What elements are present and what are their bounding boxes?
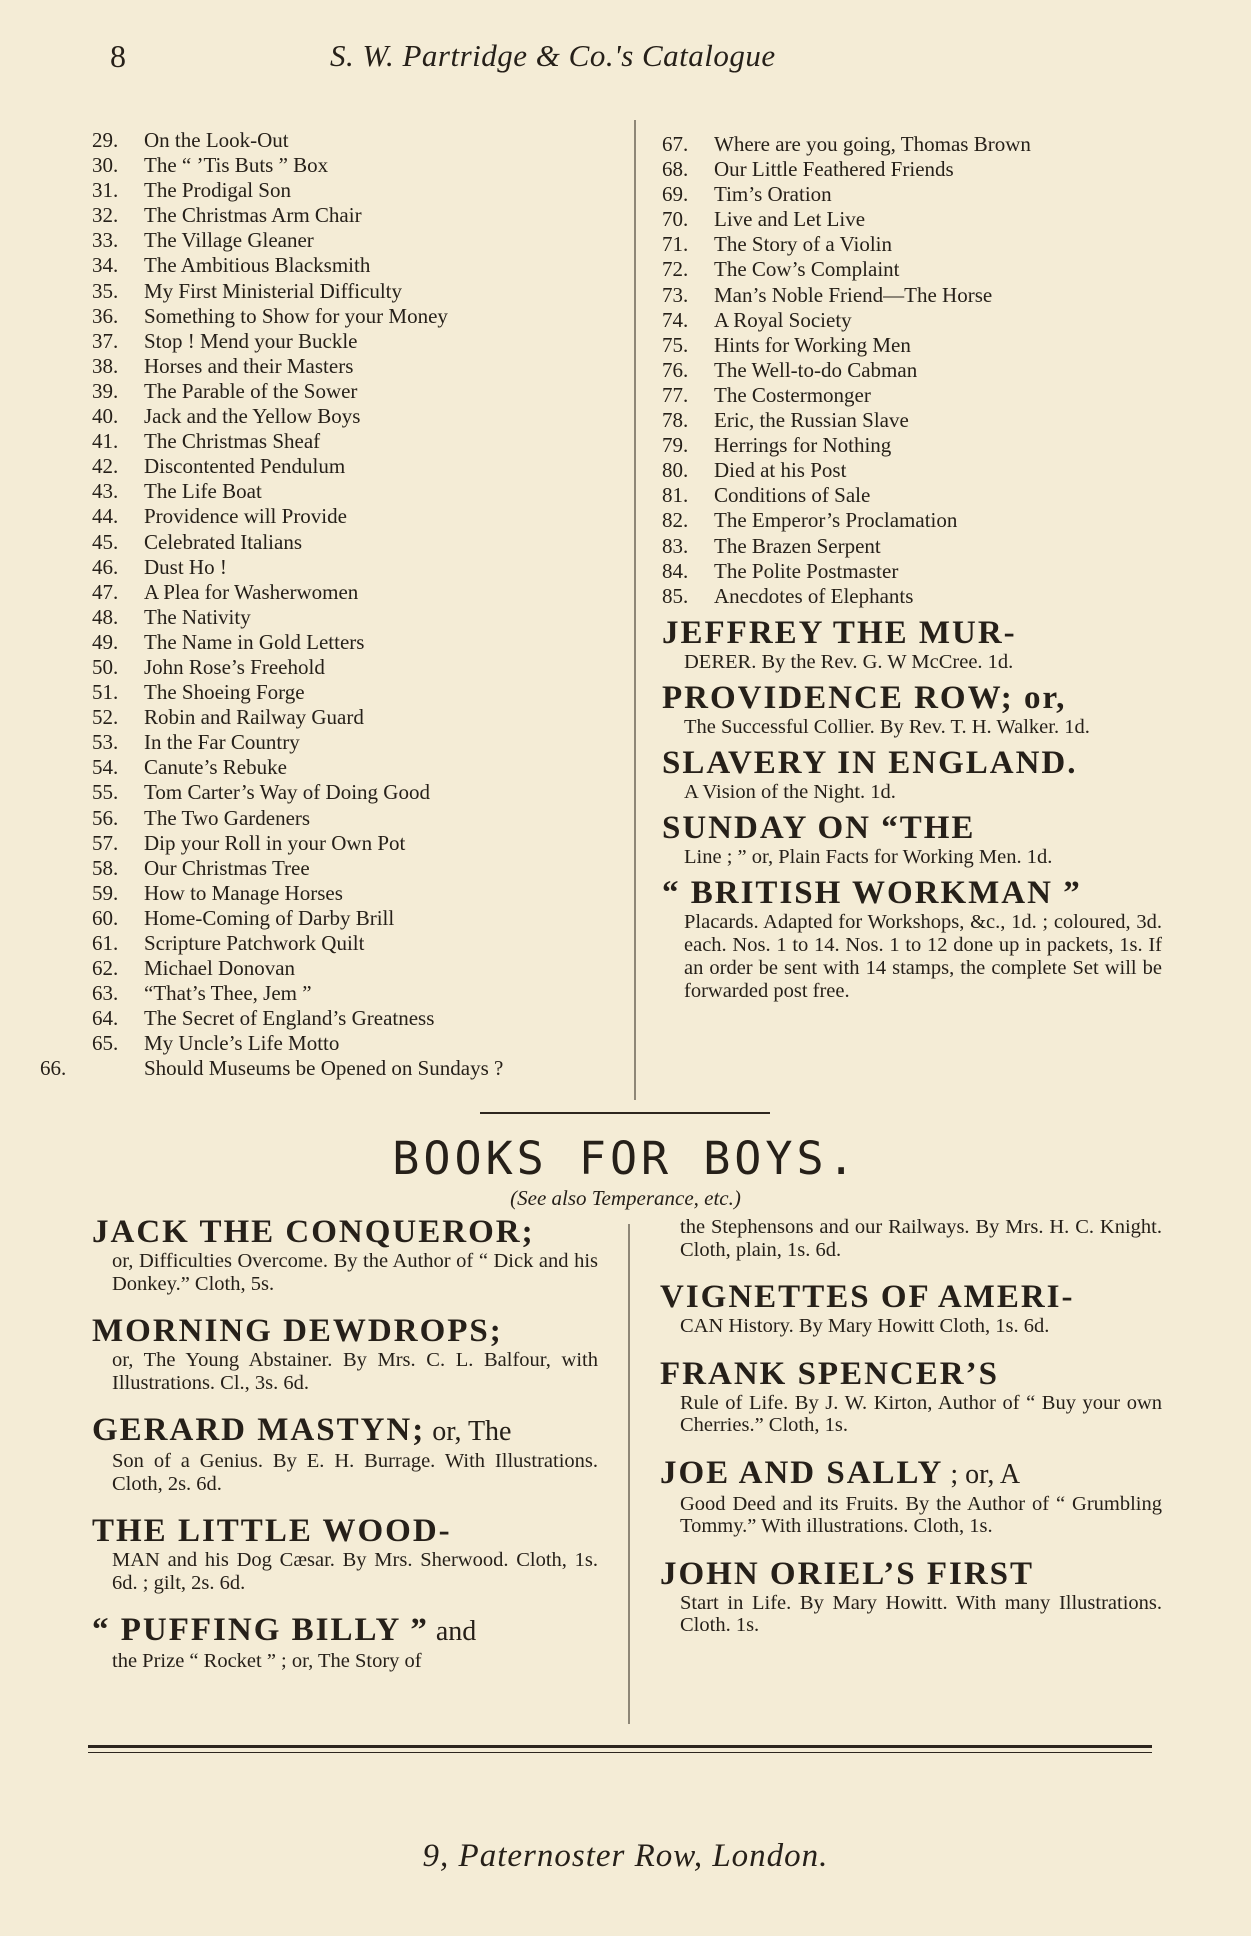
book-title-text: JACK THE CONQUEROR; bbox=[92, 1214, 535, 1250]
entry-title: The Christmas Arm Chair bbox=[144, 203, 362, 228]
entry-title: Our Christmas Tree bbox=[144, 855, 310, 880]
entry-number: 34. bbox=[92, 253, 119, 278]
book-title-text: GERARD MASTYN; bbox=[92, 1412, 426, 1448]
book-description: Rule of Life. By J. W. Kirton, Author of “ Buy your own Cherries.” Cloth, 1s. bbox=[680, 1391, 1162, 1436]
entry-number: 61. bbox=[92, 931, 119, 955]
entry-title: Dip your Roll in your Own Pot bbox=[144, 830, 406, 855]
entry-number: 76. bbox=[662, 357, 689, 382]
books-column-left bbox=[92, 1214, 598, 1691]
catalogue-entry bbox=[92, 580, 602, 605]
entry-title: The Prodigal Son bbox=[144, 178, 291, 203]
entry-number: 84. bbox=[662, 558, 689, 583]
book-title bbox=[92, 1513, 598, 1549]
section-title: BOOKS FOR BOYS. bbox=[392, 1132, 859, 1185]
entry-title: Should Museums be Opened on Sundays ? bbox=[144, 1056, 504, 1081]
entry-number: 85. bbox=[662, 583, 689, 608]
book-title bbox=[92, 1612, 598, 1650]
book-entry bbox=[660, 1556, 1162, 1637]
entry-title: The Brazen Serpent bbox=[714, 533, 881, 558]
footer-rule-thin bbox=[88, 1752, 1152, 1753]
book-title-text: FRANK SPENCER’S bbox=[660, 1355, 999, 1392]
catalogue-entry bbox=[92, 479, 602, 504]
entry-number: 79. bbox=[662, 433, 689, 458]
catalogue-entry bbox=[92, 906, 602, 931]
book-title-text: THE LITTLE WOOD- bbox=[92, 1513, 452, 1549]
entry-title: My Uncle’s Life Motto bbox=[144, 1031, 340, 1056]
entry-title: On the Look-Out bbox=[144, 128, 289, 152]
entry-title: Michael Donovan bbox=[144, 956, 296, 981]
entry-number: 37. bbox=[92, 328, 119, 353]
entry-number: 78. bbox=[662, 408, 689, 433]
catalogue-entry bbox=[662, 559, 1162, 584]
entry-number: 60. bbox=[92, 905, 119, 930]
catalogue-entry bbox=[92, 304, 602, 329]
catalogue-entry bbox=[40, 1056, 602, 1081]
entry-title: The Parable of the Sower bbox=[144, 378, 358, 403]
book-title-text: MORNING DEWDROPS; bbox=[92, 1313, 503, 1349]
entry-number: 57. bbox=[92, 830, 119, 855]
catalogue-entry bbox=[92, 655, 602, 680]
advert-description: Line ; ” or, Plain Facts for Working Men. 1d. bbox=[684, 845, 1053, 868]
book-title bbox=[660, 1279, 1162, 1315]
advert-heading: SUNDAY ON “THE bbox=[662, 809, 976, 846]
book-title bbox=[92, 1313, 598, 1349]
catalogue-entry bbox=[92, 454, 602, 479]
entry-title: The Cow’s Complaint bbox=[714, 257, 900, 282]
entry-number: 73. bbox=[662, 282, 689, 307]
entry-title: Stop ! Mend your Buckle bbox=[144, 328, 358, 353]
book-title-text: VIGNETTES OF AMERI- bbox=[660, 1279, 1075, 1315]
entry-title: The Village Gleaner bbox=[144, 228, 314, 253]
catalogue-entry bbox=[92, 931, 602, 956]
book-title bbox=[92, 1214, 598, 1250]
book-title bbox=[660, 1356, 1162, 1392]
catalogue-entry bbox=[92, 329, 602, 354]
entry-number: 56. bbox=[92, 805, 119, 830]
book-description: or, Difficulties Overcome. By the Author of “ Dick and his Donkey.” Cloth, 5s. bbox=[112, 1250, 598, 1295]
entry-title: Home-Coming of Darby Brill bbox=[144, 905, 395, 930]
entry-title: The Emperor’s Proclamation bbox=[714, 508, 958, 533]
entry-number: 42. bbox=[92, 454, 119, 479]
catalogue-entry bbox=[92, 831, 602, 856]
entry-title: Robin and Railway Guard bbox=[144, 705, 364, 730]
catalogue-entry bbox=[92, 404, 602, 429]
catalogue-entry bbox=[92, 680, 602, 705]
catalogue-entry bbox=[92, 429, 602, 454]
book-entry bbox=[660, 1279, 1162, 1338]
entry-number: 54. bbox=[92, 755, 119, 780]
catalogue-entry bbox=[662, 433, 1162, 458]
book-description: Good Deed and its Fruits. By the Author of “ Grumbling Tommy.” With illustrations. Cloth, 1s. bbox=[680, 1492, 1162, 1537]
entry-title: John Rose’s Freehold bbox=[144, 654, 325, 679]
book-entry bbox=[92, 1214, 598, 1295]
numbered-list-right bbox=[662, 132, 1162, 1003]
entry-number: 82. bbox=[662, 508, 689, 533]
advert-description: A Vision of the Night. 1d. bbox=[684, 780, 896, 803]
advert-heading: PROVIDENCE ROW; or, bbox=[662, 679, 1067, 716]
book-entry bbox=[660, 1356, 1162, 1437]
page-number: 8 bbox=[110, 38, 126, 74]
entry-number: 63. bbox=[92, 981, 119, 1006]
entry-number: 71. bbox=[662, 232, 689, 257]
catalogue-entry bbox=[662, 534, 1162, 559]
column-divider-bottom bbox=[628, 1224, 630, 1724]
entry-number: 53. bbox=[92, 730, 119, 755]
advert-description: DERER. By the Rev. G. W McCree. 1d. bbox=[684, 650, 1014, 673]
catalogue-entry bbox=[92, 605, 602, 630]
entry-number: 52. bbox=[92, 705, 119, 730]
book-description: CAN History. By Mary Howitt Cloth, 1s. 6d. bbox=[680, 1315, 1050, 1337]
catalogue-entry bbox=[662, 358, 1162, 383]
book-title bbox=[660, 1556, 1162, 1592]
entry-title: Scripture Patchwork Quilt bbox=[144, 931, 365, 955]
advert-heading: “ BRITISH WORKMAN ” bbox=[662, 874, 1082, 911]
book-description: the Stephensons and our Railways. By Mrs. H. C. Knight. Cloth, plain, 1s. 6d. bbox=[680, 1216, 1162, 1261]
catalogue-entry bbox=[662, 483, 1162, 508]
entry-number: 50. bbox=[92, 654, 119, 679]
catalogue-entry bbox=[662, 132, 1162, 157]
footer-rule-thick bbox=[88, 1745, 1152, 1748]
entry-number: 75. bbox=[662, 332, 689, 357]
book-title-tail: ; or, A bbox=[943, 1458, 1021, 1490]
catalogue-entry bbox=[92, 555, 602, 580]
catalogue-entry bbox=[662, 458, 1162, 483]
catalogue-entry bbox=[92, 530, 602, 555]
entry-number: 39. bbox=[92, 378, 119, 403]
entry-title: Herrings for Nothing bbox=[714, 433, 892, 458]
catalogue-entry bbox=[92, 981, 602, 1006]
entry-number: 58. bbox=[92, 855, 119, 880]
book-description: Son of a Genius. By E. H. Burrage. With Illustrations. Cloth, 2s. 6d. bbox=[112, 1450, 598, 1495]
book-entry bbox=[92, 1313, 598, 1394]
entry-number: 43. bbox=[92, 479, 119, 504]
entry-number: 64. bbox=[92, 1006, 119, 1031]
advert-description: The Successful Collier. By Rev. T. H. Walker. 1d. bbox=[684, 715, 1090, 738]
entry-title: Canute’s Rebuke bbox=[144, 755, 287, 780]
catalogue-entry bbox=[92, 379, 602, 404]
entry-title: The Well-to-do Cabman bbox=[714, 357, 918, 382]
publisher-address: 9, Paternoster Row, London. bbox=[422, 1838, 829, 1874]
entry-title: A Royal Society bbox=[714, 307, 852, 332]
running-title: S. W. Partridge & Co.'s Catalogue bbox=[330, 38, 776, 73]
entry-number: 33. bbox=[92, 228, 119, 253]
advert-heading: SLAVERY IN ENGLAND. bbox=[662, 744, 1078, 781]
catalogue-entry bbox=[92, 1031, 602, 1056]
entry-title: The Two Gardeners bbox=[144, 805, 311, 830]
advert-description: Placards. Adapted for Workshops, &c., 1d. ; coloured, 3d. each. Nos. 1 to 14. Nos. 1 to 12 done up in packets, 1s. If an order be sent with 14 stamps, the complete Set will be forwarded post free. bbox=[684, 910, 1162, 1002]
book-title bbox=[92, 1412, 598, 1450]
entry-title: Anecdotes of Elephants bbox=[714, 583, 914, 608]
catalogue-entry bbox=[92, 128, 602, 153]
advert-entry bbox=[662, 680, 1162, 739]
catalogue-entry bbox=[92, 806, 602, 831]
entry-number: 65. bbox=[92, 1031, 119, 1056]
entry-title: Where are you going, Thomas Brown bbox=[714, 132, 1031, 156]
entry-number: 80. bbox=[662, 458, 689, 483]
catalogue-entry bbox=[92, 504, 602, 529]
book-description: the Prize “ Rocket ” ; or, The Story of bbox=[112, 1650, 422, 1672]
entry-title: The Costermonger bbox=[714, 382, 871, 407]
book-title-tail: or, The bbox=[425, 1416, 512, 1447]
entry-number: 30. bbox=[92, 153, 119, 178]
entry-number: 47. bbox=[92, 579, 119, 604]
entry-number: 62. bbox=[92, 956, 119, 981]
book-entry bbox=[660, 1455, 1162, 1538]
entry-title: The Ambitious Blacksmith bbox=[144, 253, 371, 278]
entry-title: Died at his Post bbox=[714, 458, 847, 483]
entry-title: The Nativity bbox=[144, 604, 251, 629]
book-description: MAN and his Dog Cæsar. By Mrs. Sherwood. Cloth, 1s. 6d. ; gilt, 2s. 6d. bbox=[112, 1549, 598, 1594]
entry-title: Man’s Noble Friend—The Horse bbox=[714, 282, 993, 307]
book-entry bbox=[92, 1412, 598, 1495]
catalogue-entry bbox=[92, 780, 602, 805]
book-description: Start in Life. By Mary Howitt. With many Illustrations. Cloth. 1s. bbox=[680, 1591, 1162, 1636]
entry-number: 40. bbox=[92, 404, 119, 429]
book-description: or, The Young Abstainer. By Mrs. C. L. Balfour, with Illustrations. Cl., 3s. 6d. bbox=[112, 1349, 598, 1394]
entry-title: Our Little Feathered Friends bbox=[714, 157, 954, 182]
entry-title: The Polite Postmaster bbox=[714, 558, 899, 583]
catalogue-entry bbox=[662, 157, 1162, 182]
book-title bbox=[660, 1455, 1162, 1493]
entry-number: 48. bbox=[92, 604, 119, 629]
entry-number: 66. bbox=[40, 1056, 67, 1081]
catalogue-entry bbox=[92, 881, 602, 906]
column-divider-top bbox=[634, 120, 636, 1100]
entry-number: 49. bbox=[92, 629, 119, 654]
entry-number: 70. bbox=[662, 207, 689, 232]
entry-number: 59. bbox=[92, 880, 119, 905]
catalogue-entry bbox=[92, 253, 602, 278]
entry-number: 81. bbox=[662, 483, 689, 508]
entry-title: Celebrated Italians bbox=[144, 529, 303, 554]
entry-title: Something to Show for your Money bbox=[144, 303, 448, 328]
entry-number: 35. bbox=[92, 278, 119, 303]
entry-number: 41. bbox=[92, 429, 119, 454]
entry-number: 77. bbox=[662, 382, 689, 407]
entry-title: The Secret of England’s Greatness bbox=[144, 1006, 435, 1031]
catalogue-entry bbox=[662, 283, 1162, 308]
catalogue-entry bbox=[92, 956, 602, 981]
entry-title: The Life Boat bbox=[144, 479, 262, 504]
catalogue-entry bbox=[92, 279, 602, 304]
catalogue-entry bbox=[92, 1006, 602, 1031]
catalogue-entry bbox=[92, 755, 602, 780]
entry-title: The Shoeing Forge bbox=[144, 680, 305, 705]
advert-entry bbox=[662, 745, 1162, 804]
catalogue-entry bbox=[662, 182, 1162, 207]
entry-number: 32. bbox=[92, 203, 119, 228]
book-title-tail: and bbox=[428, 1616, 477, 1647]
numbered-list-left bbox=[40, 128, 602, 1082]
entry-title: Live and Let Live bbox=[714, 207, 866, 232]
entry-title: “That’s Thee, Jem ” bbox=[144, 981, 312, 1006]
entry-title: Hints for Working Men bbox=[714, 332, 911, 357]
entry-title: Discontented Pendulum bbox=[144, 454, 346, 479]
entry-title: Horses and their Masters bbox=[144, 353, 354, 378]
entry-title: Eric, the Russian Slave bbox=[714, 408, 909, 433]
catalogue-entry bbox=[662, 383, 1162, 408]
entry-title: Providence will Provide bbox=[144, 504, 347, 529]
entry-title: The Name in Gold Letters bbox=[144, 629, 365, 654]
books-column-right bbox=[660, 1216, 1162, 1655]
catalogue-entry bbox=[662, 207, 1162, 232]
catalogue-entry bbox=[662, 308, 1162, 333]
page-header bbox=[0, 38, 1251, 82]
entry-number: 68. bbox=[662, 157, 689, 182]
advert-entry bbox=[662, 615, 1162, 674]
book-entry bbox=[660, 1216, 1162, 1261]
entry-number: 72. bbox=[662, 257, 689, 282]
entry-title: The Christmas Sheaf bbox=[144, 429, 321, 454]
entry-number: 67. bbox=[662, 132, 689, 156]
catalogue-entry bbox=[662, 257, 1162, 282]
advert-heading: JEFFREY THE MUR- bbox=[662, 614, 1017, 651]
entry-title: Conditions of Sale bbox=[714, 483, 871, 508]
entry-number: 29. bbox=[92, 128, 119, 152]
entry-title: Tom Carter’s Way of Doing Good bbox=[144, 780, 430, 805]
catalogue-entry bbox=[92, 203, 602, 228]
entry-title: The Story of a Violin bbox=[714, 232, 892, 257]
entry-number: 38. bbox=[92, 353, 119, 378]
catalogue-entry bbox=[92, 228, 602, 253]
catalogue-entry bbox=[92, 856, 602, 881]
entry-title: The “ ’Tis Buts ” Box bbox=[144, 153, 329, 178]
entry-number: 55. bbox=[92, 780, 119, 805]
entry-title: Tim’s Oration bbox=[714, 182, 832, 207]
catalogue-entry bbox=[662, 333, 1162, 358]
book-title-text: JOHN ORIEL’S FIRST bbox=[660, 1555, 1035, 1592]
entry-number: 74. bbox=[662, 307, 689, 332]
entry-number: 36. bbox=[92, 303, 119, 328]
entry-number: 31. bbox=[92, 178, 119, 203]
catalogue-entry bbox=[92, 705, 602, 730]
catalogue-entry bbox=[92, 354, 602, 379]
entry-title: In the Far Country bbox=[144, 730, 300, 755]
entry-title: Jack and the Yellow Boys bbox=[144, 404, 361, 429]
book-entry bbox=[92, 1612, 598, 1673]
entry-number: 69. bbox=[662, 182, 689, 207]
book-title-text: JOE AND SALLY bbox=[660, 1454, 944, 1491]
entry-title: My First Ministerial Difficulty bbox=[144, 278, 403, 303]
book-entry bbox=[92, 1513, 598, 1594]
entry-number: 45. bbox=[92, 529, 119, 554]
entry-number: 83. bbox=[662, 533, 689, 558]
entry-number: 46. bbox=[92, 554, 119, 579]
entry-number: 44. bbox=[92, 504, 119, 529]
advert-entry bbox=[662, 875, 1162, 1003]
catalogue-entry bbox=[92, 630, 602, 655]
section-subtitle: (See also Temperance, etc.) bbox=[510, 1186, 741, 1210]
entry-title: How to Manage Horses bbox=[144, 880, 343, 905]
entry-title: A Plea for Washerwomen bbox=[144, 579, 359, 604]
catalogue-entry bbox=[662, 408, 1162, 433]
advert-entry bbox=[662, 810, 1162, 869]
entry-title: Dust Ho ! bbox=[144, 554, 227, 579]
catalogue-entry bbox=[92, 178, 602, 203]
book-title-text: “ PUFFING BILLY ” bbox=[92, 1612, 429, 1648]
catalogue-entry bbox=[662, 584, 1162, 609]
entry-number: 51. bbox=[92, 680, 119, 705]
catalogue-entry bbox=[662, 508, 1162, 533]
catalogue-entry bbox=[92, 730, 602, 755]
section-rule bbox=[480, 1112, 770, 1114]
catalogue-entry bbox=[662, 232, 1162, 257]
catalogue-entry bbox=[92, 153, 602, 178]
